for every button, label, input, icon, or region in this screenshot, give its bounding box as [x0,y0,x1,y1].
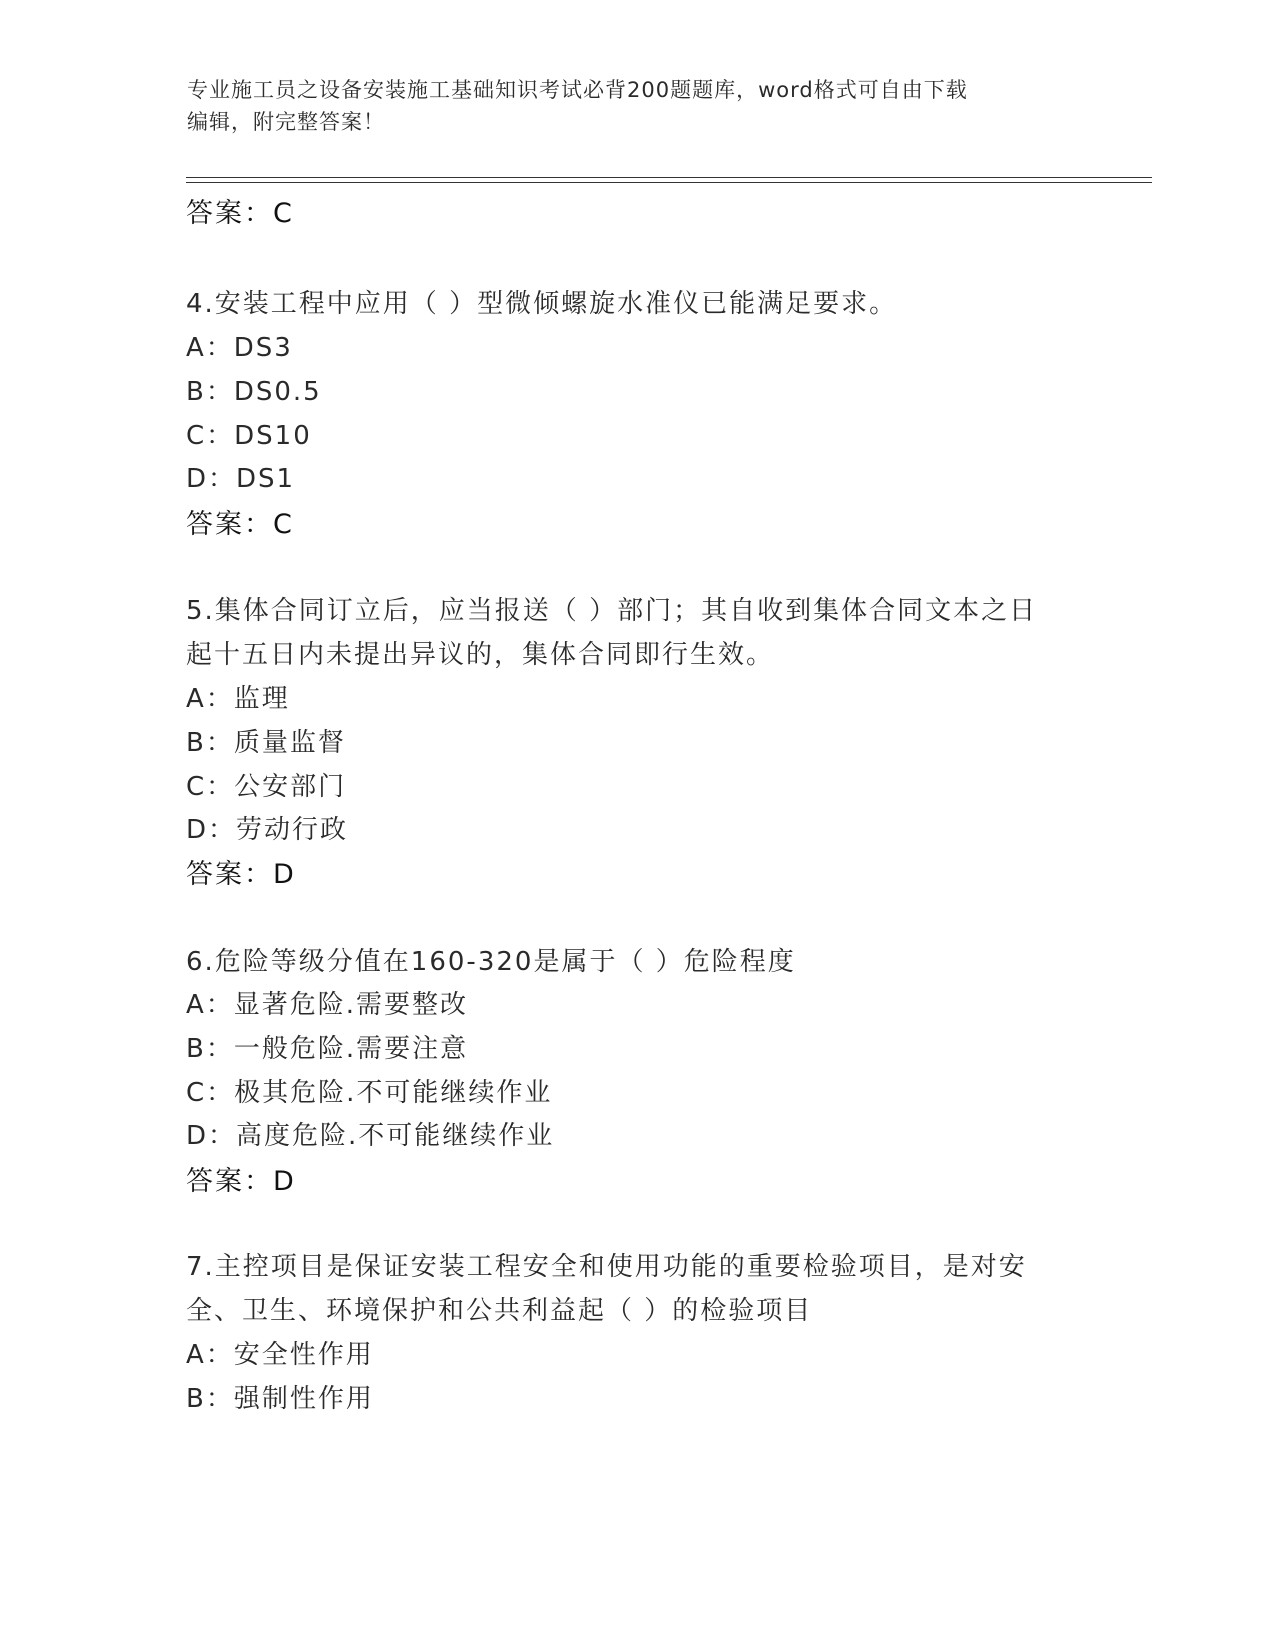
question-6-option-a: A：显著危险.需要整改 [186,990,469,1020]
question-7-stem-line-1: 7.主控项目是保证安装工程安全和使用功能的重要检验项目，是对安 [186,1252,1027,1282]
question-5-answer: 答案：D [186,859,296,890]
question-5-option-b: B：质量监督 [186,728,346,758]
question-4-option-c: C：DS10 [186,421,312,451]
question-4-option-b: B：DS0.5 [186,377,322,407]
question-7-stem-line-2: 全、卫生、环境保护和公共利益起（ ）的检验项目 [186,1296,813,1326]
question-6-option-d: D：高度危险.不可能继续作业 [186,1121,555,1151]
question-5-stem-line-1: 5.集体合同订立后，应当报送（ ）部门；其自收到集体合同文本之日 [186,596,1038,626]
answer-prev: 答案：C [186,198,294,229]
question-6-answer: 答案：D [186,1166,296,1197]
question-5-option-c: C：公安部门 [186,772,347,802]
question-4-option-a: A：DS3 [186,333,293,363]
question-4-stem: 4.安装工程中应用（ ）型微倾螺旋水准仪已能满足要求。 [186,289,898,319]
header-divider-bottom [186,182,1152,183]
header-divider-top [186,177,1152,178]
question-6-option-c: C：极其危险.不可能继续作业 [186,1078,553,1108]
question-6-option-b: B：一般危险.需要注意 [186,1034,469,1064]
question-7-option-a: A：安全性作用 [186,1340,374,1370]
document-header [187,74,1067,138]
header-line-1: 专业施工员之设备安装施工基础知识考试必背200题题库，word格式可自由下载 [187,78,968,102]
question-4-answer: 答案：C [186,509,294,540]
header-line-2: 编辑，附完整答案！ [187,110,385,134]
question-5-option-d: D：劳动行政 [186,815,349,845]
question-4-option-d: D：DS1 [186,464,296,494]
question-5-stem-line-2: 起十五日内未提出异议的，集体合同即行生效。 [186,640,775,670]
question-6-stem: 6.危险等级分值在160-320是属于（ ）危险程度 [186,947,796,977]
question-5-option-a: A：监理 [186,684,290,714]
question-7-option-b: B：强制性作用 [186,1384,374,1414]
